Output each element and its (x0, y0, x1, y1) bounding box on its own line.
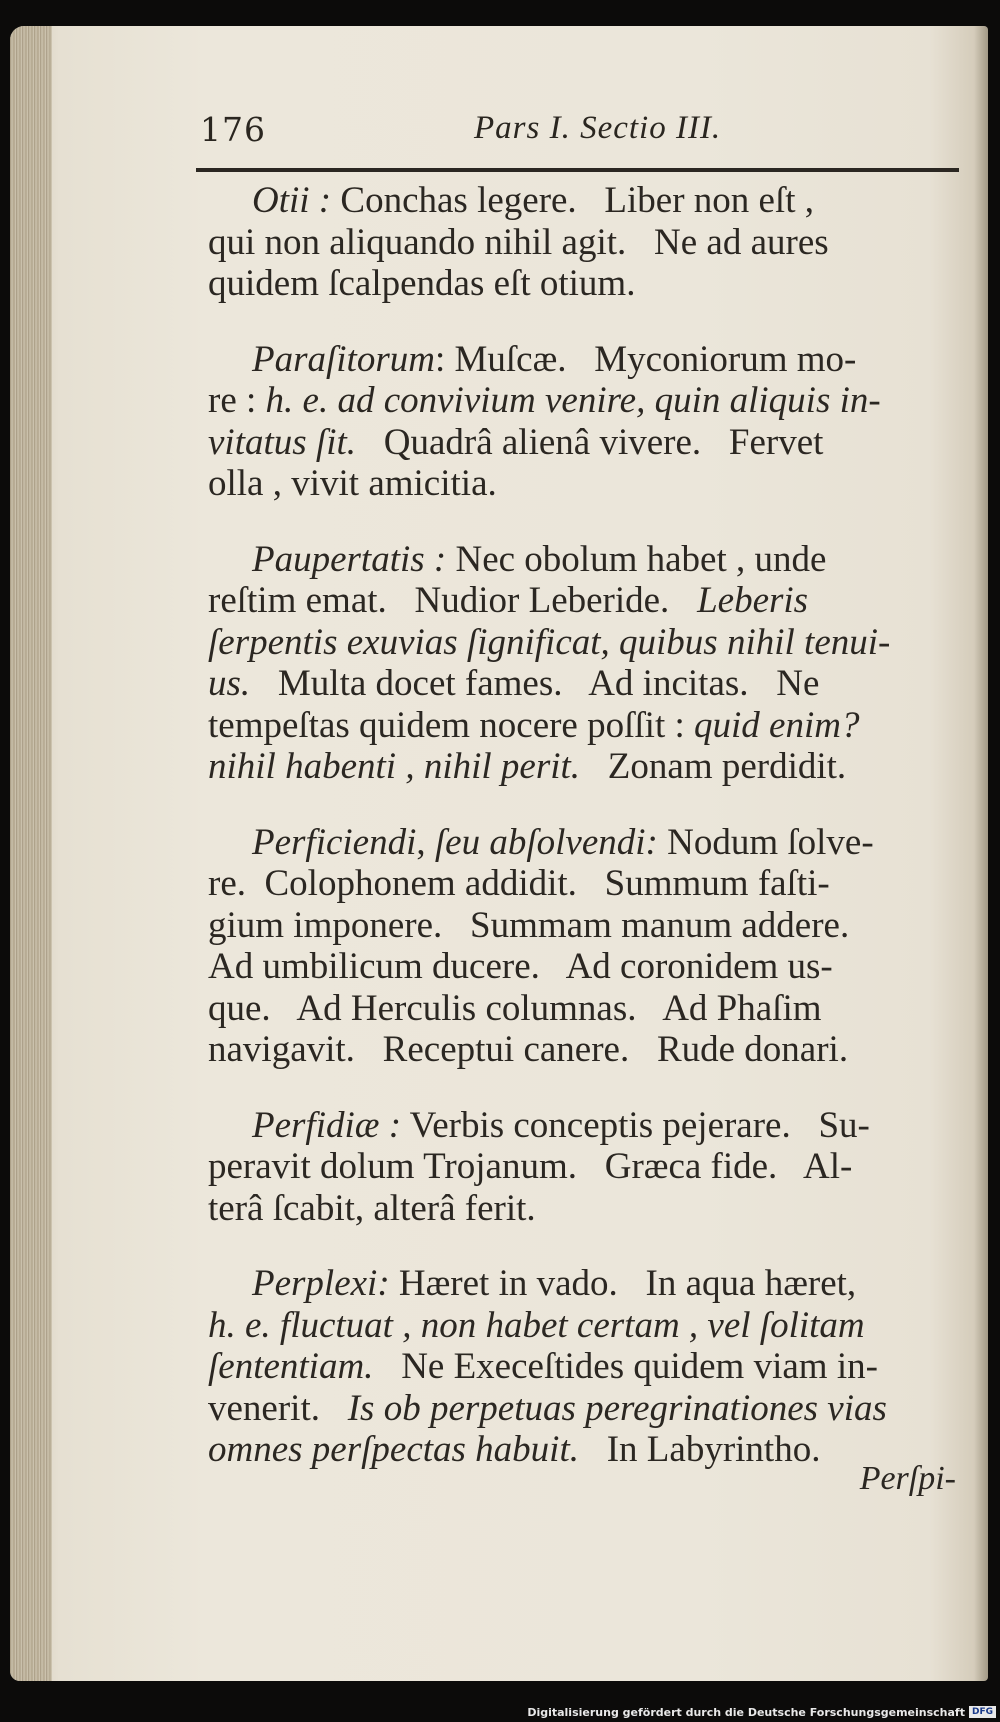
roman-text: Verbis conceptis pejerare. Su- (401, 1104, 870, 1146)
text-line (208, 222, 958, 264)
roman-text: In Labyrintho. (578, 1429, 821, 1470)
text-line (208, 705, 958, 747)
italic-text: vitatus ſit. (208, 421, 356, 463)
roman-text: Zonam perdidit. (580, 746, 847, 787)
text-line (208, 1146, 958, 1188)
dfg-logo: DFG (969, 1706, 996, 1718)
text-line (208, 622, 958, 664)
entry-paragraph (208, 180, 958, 305)
roman-text: re : (208, 380, 266, 421)
italic-text: us. (208, 663, 251, 704)
text-line (208, 263, 958, 305)
roman-text: venerit. (208, 1387, 348, 1429)
text-line (208, 946, 958, 988)
entry-paragraph (208, 1263, 958, 1471)
italic-text: ſeu abſolvendi: (434, 821, 658, 863)
entry-paragraph (208, 822, 958, 1071)
italic-text: Perplexi: (252, 1263, 390, 1304)
roman-text: Multa docet fames. Ad incitas. Ne (250, 663, 820, 704)
italic-text: ſententiam. (208, 1346, 374, 1387)
text-line (208, 663, 958, 705)
roman-text: terâ ſcabit, alterâ ferit. (208, 1187, 536, 1229)
italic-text: omnes perſpectas habuit. (208, 1429, 579, 1470)
text-line (208, 863, 958, 905)
text-line (208, 1263, 958, 1305)
text-line (208, 1305, 958, 1347)
text-line (208, 1346, 958, 1388)
entry-paragraph (208, 539, 958, 788)
text-line (208, 180, 958, 222)
roman-text: gium imponere. Summam manum addere. (208, 904, 850, 946)
italic-text: Otii : (252, 180, 332, 221)
italic-text: h. e. ad convivium venire, quin aliquis in- (265, 380, 881, 421)
italic-text: Perfidiæ : (252, 1104, 402, 1146)
entry-paragraph (208, 1105, 958, 1230)
italic-text: quid enim? (694, 704, 860, 746)
text-line (208, 580, 958, 622)
roman-text: Quadrâ alienâ vivere. Fervet (356, 421, 824, 463)
body-text (208, 180, 958, 1505)
italic-text: nihil habenti , nihil perit. (208, 746, 581, 787)
roman-text: que. Ad Herculis columnas. Ad Phaſim (208, 987, 822, 1029)
roman-text: Ad umbilicum ducere. Ad coronidem us- (208, 946, 833, 987)
entry-paragraph (208, 339, 958, 505)
roman-text: tempeſtas quidem nocere poſſit : (208, 704, 695, 746)
roman-text: , (416, 821, 435, 863)
page-header (200, 110, 960, 160)
italic-text: Paraſitorum (252, 338, 435, 380)
italic-text: Is ob perpetuas peregrinationes vias (347, 1387, 887, 1429)
digitization-footer (527, 1704, 996, 1720)
roman-text: peravit dolum Trojanum. Græca fide. Al- (208, 1146, 853, 1187)
italic-text: Perficiendi (252, 821, 417, 863)
text-line (208, 422, 958, 464)
italic-text: Leberis (697, 580, 809, 621)
text-line (208, 339, 958, 381)
roman-text: reſtim emat. Nudior Leberide. (208, 580, 698, 621)
roman-text: Hæret in vado. In aqua hæret, (389, 1263, 857, 1304)
text-line (208, 905, 958, 947)
text-line (208, 746, 958, 788)
footer-text: Digitalisierung gefördert durch die Deutsche Forschungsgemeinschaft (527, 1705, 965, 1719)
text-line (208, 1388, 958, 1430)
text-line (208, 988, 958, 1030)
text-line (208, 1105, 958, 1147)
text-line (208, 1429, 958, 1471)
italic-text: ſerpentis exuvias ſignificat, quibus nihil tenui- (208, 621, 891, 663)
text-line (208, 1029, 958, 1071)
roman-text: Ne Execeſtides quidem viam in- (373, 1346, 878, 1387)
italic-text: h. e. fluctuat , non habet certam , vel ſolitam (208, 1304, 865, 1346)
roman-text: navigavit. Receptui canere. Rude donari. (208, 1029, 849, 1070)
roman-text: qui non aliquando nihil agit. Ne ad aures (208, 221, 829, 263)
text-line (208, 380, 958, 422)
roman-text: olla , vivit amicitia. (208, 463, 497, 504)
running-head: Pars I. Sectio III. (474, 110, 722, 146)
roman-text: Nec obolum habet , unde (446, 538, 827, 580)
catchword: Perſpi- (859, 1460, 956, 1497)
roman-text: quidem ſcalpendas eſt otium. (208, 263, 636, 304)
page-number: 176 (200, 110, 266, 149)
text-line (208, 822, 958, 864)
roman-text: : Muſcæ. Myconiorum mo- (434, 338, 857, 380)
roman-text: Conchas legere. Liber non eſt , (331, 180, 815, 221)
roman-text: re. Colophonem addidit. Summum faſti- (208, 863, 830, 904)
text-line (208, 463, 958, 505)
text-line (208, 1188, 958, 1230)
italic-text: Paupertatis : (252, 538, 447, 580)
text-line (208, 539, 958, 581)
roman-text: Nodum ſolve- (657, 821, 874, 863)
header-rule (196, 168, 959, 172)
